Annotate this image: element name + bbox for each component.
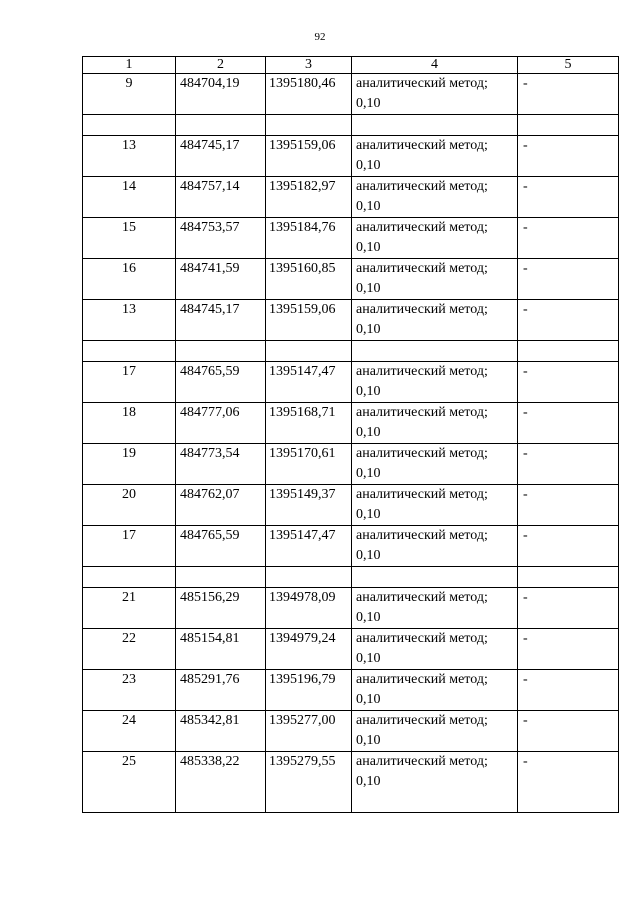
method-text: аналитический метод; (356, 672, 488, 687)
x-coordinate-cell: 485291,76 (176, 670, 266, 711)
point-number-cell: 23 (83, 670, 176, 711)
empty-cell (352, 115, 518, 136)
method-text: аналитический метод; (356, 405, 488, 420)
table-row (83, 403, 619, 444)
method-text: аналитический метод; (356, 528, 488, 543)
table-spacer-row (83, 341, 619, 362)
note-cell: - (518, 218, 619, 259)
method-cell (352, 444, 518, 485)
note-cell: - (518, 670, 619, 711)
table-row (83, 259, 619, 300)
point-number-cell: 17 (83, 362, 176, 403)
x-coordinate-cell: 484745,17 (176, 136, 266, 177)
x-coordinate-cell: 485342,81 (176, 711, 266, 752)
method-text: аналитический метод; (356, 713, 488, 728)
note-cell: - (518, 485, 619, 526)
table-spacer-row (83, 115, 619, 136)
column-header-3: 3 (266, 57, 352, 74)
y-coordinate-cell: 1395184,76 (266, 218, 352, 259)
method-cell (352, 403, 518, 444)
accuracy-value: 0,10 (356, 651, 381, 666)
table-body (83, 57, 619, 813)
page-number: 92 (314, 31, 326, 43)
accuracy-value: 0,10 (356, 322, 381, 337)
point-number-cell: 22 (83, 629, 176, 670)
empty-cell (518, 341, 619, 362)
y-coordinate-cell: 1395160,85 (266, 259, 352, 300)
accuracy-value: 0,10 (356, 384, 381, 399)
point-number-cell: 15 (83, 218, 176, 259)
table-row (83, 485, 619, 526)
empty-cell (352, 341, 518, 362)
point-number-cell: 18 (83, 403, 176, 444)
empty-cell (83, 341, 176, 362)
table-row (83, 711, 619, 752)
note-cell: - (518, 629, 619, 670)
accuracy-value: 0,10 (356, 466, 381, 481)
point-number-cell: 19 (83, 444, 176, 485)
method-cell (352, 526, 518, 567)
y-coordinate-cell: 1395180,46 (266, 74, 352, 115)
table-row (83, 588, 619, 629)
note-cell: - (518, 177, 619, 218)
empty-cell (176, 341, 266, 362)
method-text: аналитический метод; (356, 590, 488, 605)
note-cell: - (518, 403, 619, 444)
note-cell: - (518, 444, 619, 485)
accuracy-value: 0,10 (356, 158, 381, 173)
empty-cell (352, 567, 518, 588)
accuracy-value: 0,10 (356, 199, 381, 214)
point-number-cell: 9 (83, 74, 176, 115)
table-row (83, 136, 619, 177)
x-coordinate-cell: 485154,81 (176, 629, 266, 670)
column-header-1: 1 (83, 57, 176, 74)
accuracy-value: 0,10 (356, 240, 381, 255)
y-coordinate-cell: 1395277,00 (266, 711, 352, 752)
table-row (83, 670, 619, 711)
method-cell (352, 218, 518, 259)
x-coordinate-cell: 484704,19 (176, 74, 266, 115)
point-number-cell: 14 (83, 177, 176, 218)
x-coordinate-cell: 485156,29 (176, 588, 266, 629)
accuracy-value: 0,10 (356, 507, 381, 522)
column-header-4: 4 (352, 57, 518, 74)
y-coordinate-cell: 1395182,97 (266, 177, 352, 218)
empty-cell (83, 567, 176, 588)
method-text: аналитический метод; (356, 487, 488, 502)
method-text: аналитический метод; (356, 179, 488, 194)
accuracy-value: 0,10 (356, 548, 381, 563)
column-header-5: 5 (518, 57, 619, 74)
method-cell (352, 74, 518, 115)
empty-cell (176, 115, 266, 136)
y-coordinate-cell: 1395196,79 (266, 670, 352, 711)
x-coordinate-cell: 484745,17 (176, 300, 266, 341)
table-row (83, 177, 619, 218)
method-cell (352, 300, 518, 341)
method-text: аналитический метод; (356, 220, 488, 235)
method-text: аналитический метод; (356, 138, 488, 153)
method-cell (352, 259, 518, 300)
x-coordinate-cell: 484773,54 (176, 444, 266, 485)
y-coordinate-cell: 1395279,55 (266, 752, 352, 813)
y-coordinate-cell: 1395168,71 (266, 403, 352, 444)
method-text: аналитический метод; (356, 364, 488, 379)
y-coordinate-cell: 1395149,37 (266, 485, 352, 526)
empty-cell (518, 115, 619, 136)
coordinates-table (82, 56, 619, 813)
method-text: аналитический метод; (356, 76, 488, 91)
accuracy-value: 0,10 (356, 96, 381, 111)
point-number-cell: 21 (83, 588, 176, 629)
y-coordinate-cell: 1394978,09 (266, 588, 352, 629)
y-coordinate-cell: 1395147,47 (266, 526, 352, 567)
y-coordinate-cell: 1395159,06 (266, 136, 352, 177)
note-cell: - (518, 259, 619, 300)
y-coordinate-cell: 1395159,06 (266, 300, 352, 341)
x-coordinate-cell: 484765,59 (176, 362, 266, 403)
method-text: аналитический метод; (356, 754, 488, 769)
point-number-cell: 17 (83, 526, 176, 567)
empty-cell (176, 567, 266, 588)
note-cell: - (518, 526, 619, 567)
method-cell (352, 588, 518, 629)
table-row (83, 629, 619, 670)
point-number-cell: 20 (83, 485, 176, 526)
column-header-2: 2 (176, 57, 266, 74)
note-cell: - (518, 300, 619, 341)
method-cell (352, 670, 518, 711)
y-coordinate-cell: 1394979,24 (266, 629, 352, 670)
x-coordinate-cell: 484777,06 (176, 403, 266, 444)
method-cell (352, 629, 518, 670)
method-text: аналитический метод; (356, 446, 488, 461)
accuracy-value: 0,10 (356, 692, 381, 707)
x-coordinate-cell: 484762,07 (176, 485, 266, 526)
point-number-cell: 24 (83, 711, 176, 752)
note-cell: - (518, 588, 619, 629)
x-coordinate-cell: 484765,59 (176, 526, 266, 567)
method-cell (352, 711, 518, 752)
method-cell (352, 177, 518, 218)
method-cell (352, 362, 518, 403)
accuracy-value: 0,10 (356, 281, 381, 296)
note-cell: - (518, 711, 619, 752)
point-number-cell: 13 (83, 136, 176, 177)
method-cell (352, 136, 518, 177)
note-cell: - (518, 136, 619, 177)
point-number-cell: 13 (83, 300, 176, 341)
table-row (83, 526, 619, 567)
empty-cell (266, 567, 352, 588)
accuracy-value: 0,10 (356, 733, 381, 748)
empty-cell (266, 115, 352, 136)
table-spacer-row (83, 567, 619, 588)
method-text: аналитический метод; (356, 631, 488, 646)
x-coordinate-cell: 485338,22 (176, 752, 266, 813)
y-coordinate-cell: 1395147,47 (266, 362, 352, 403)
accuracy-value: 0,10 (356, 774, 381, 789)
table-row (83, 444, 619, 485)
table-row (83, 74, 619, 115)
empty-cell (518, 567, 619, 588)
method-cell (352, 752, 518, 813)
method-text: аналитический метод; (356, 302, 488, 317)
note-cell: - (518, 362, 619, 403)
accuracy-value: 0,10 (356, 610, 381, 625)
y-coordinate-cell: 1395170,61 (266, 444, 352, 485)
table-row (83, 300, 619, 341)
x-coordinate-cell: 484753,57 (176, 218, 266, 259)
table-header-row (83, 57, 619, 74)
point-number-cell: 25 (83, 752, 176, 813)
empty-cell (266, 341, 352, 362)
empty-cell (83, 115, 176, 136)
table-row (83, 218, 619, 259)
method-cell (352, 485, 518, 526)
method-text: аналитический метод; (356, 261, 488, 276)
note-cell: - (518, 752, 619, 813)
note-cell: - (518, 74, 619, 115)
x-coordinate-cell: 484741,59 (176, 259, 266, 300)
point-number-cell: 16 (83, 259, 176, 300)
table-row (83, 752, 619, 813)
x-coordinate-cell: 484757,14 (176, 177, 266, 218)
table-row (83, 362, 619, 403)
accuracy-value: 0,10 (356, 425, 381, 440)
